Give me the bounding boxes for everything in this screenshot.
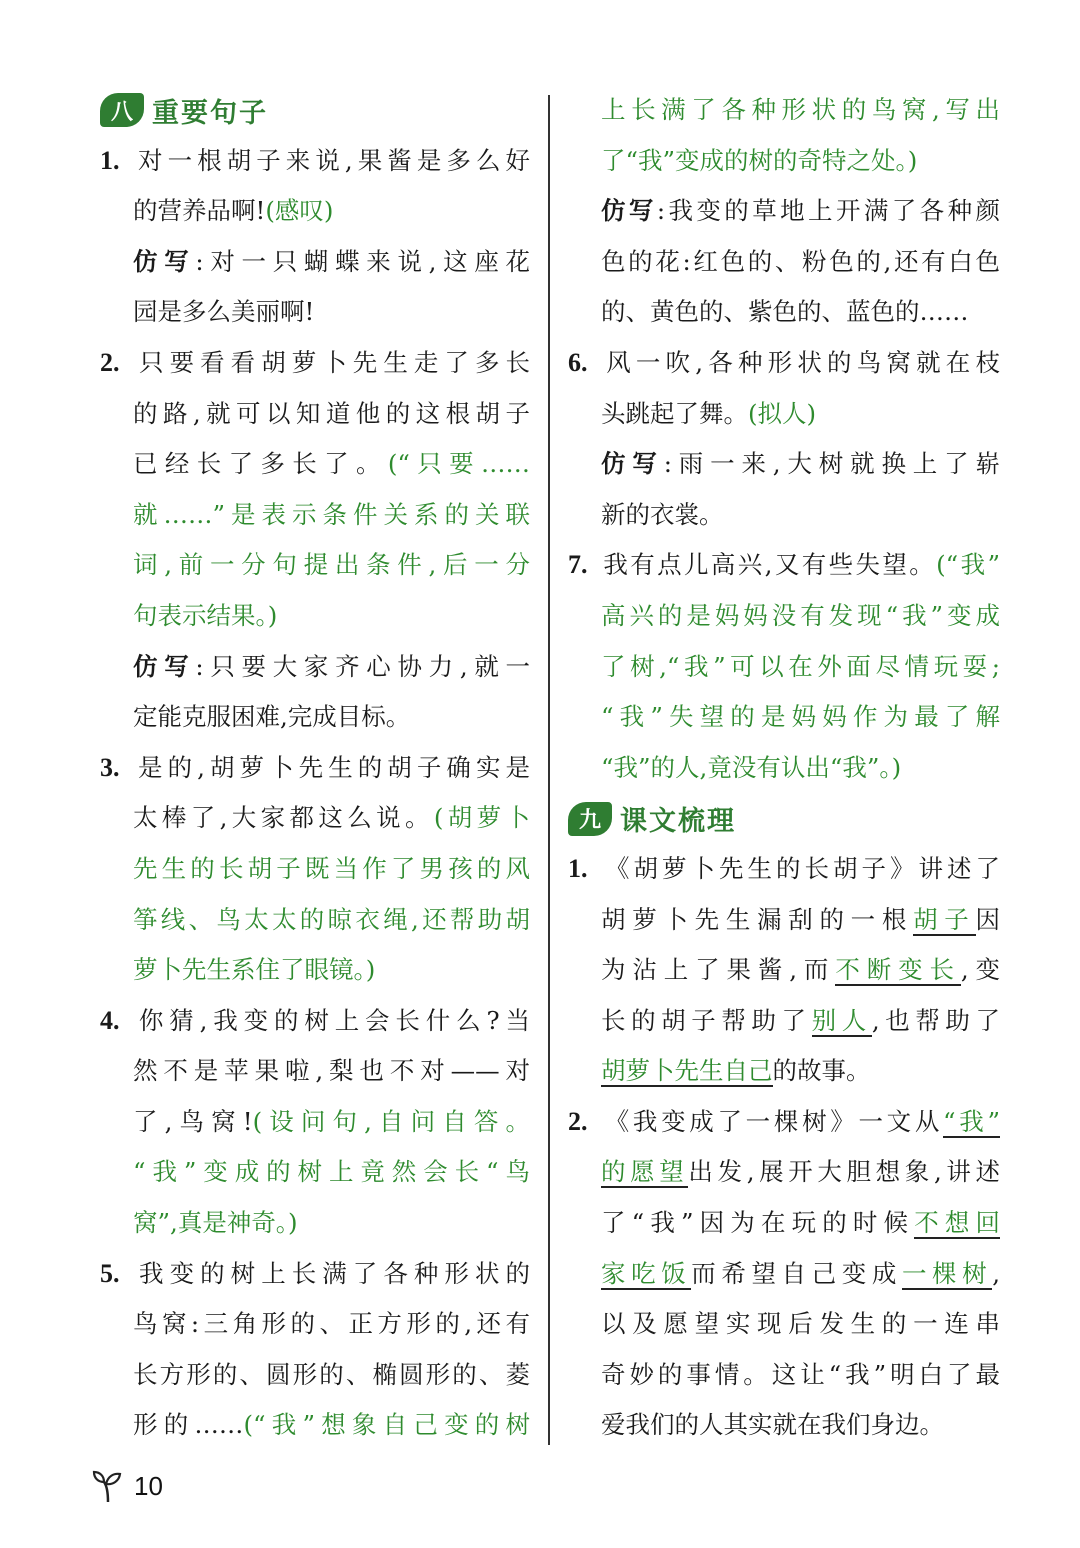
answer-blank: 家吃饭 xyxy=(601,1258,692,1288)
text-line xyxy=(568,439,1000,490)
body-text: 出发,展开大胆想象,讲述 xyxy=(688,1157,1001,1187)
text-line xyxy=(100,743,530,794)
text-line xyxy=(568,692,1000,743)
annotation-text: 筝线、鸟太太的晾衣绳,还帮助胡 xyxy=(133,904,530,934)
body-text: 以及愿望实现后发生的一连串 xyxy=(601,1309,1000,1339)
label-text: 仿写 xyxy=(601,196,657,226)
annotation-text: “我”的人,竟没有认出“我”。) xyxy=(601,752,902,782)
body-text: 我有点儿高兴,又有些失望。 xyxy=(601,550,937,580)
body-text: 因 xyxy=(975,904,1001,934)
annotation-text: “我”失望的是妈妈作为最了解 xyxy=(601,702,1000,732)
annotation-text: 窝”,真是神奇。) xyxy=(133,1208,298,1238)
text-summary-list xyxy=(568,844,1000,1451)
text-line xyxy=(568,287,1000,338)
text-line xyxy=(100,540,530,591)
text-line xyxy=(568,1400,1000,1451)
text-line xyxy=(568,389,1000,440)
text-line xyxy=(568,85,1000,136)
body-text: 园是多么美丽啊! xyxy=(133,297,315,327)
text-line xyxy=(568,186,1000,237)
text-line xyxy=(100,692,530,743)
body-text: 而希望自己变成 xyxy=(691,1258,902,1288)
answer-blank: 胡萝卜先生自己 xyxy=(601,1056,773,1086)
text-line xyxy=(100,186,530,237)
text-line xyxy=(568,1299,1000,1350)
body-text: 我变的树上长满了各种形状的 xyxy=(133,1258,530,1288)
body-text: 你猜,我变的树上会长什么?当 xyxy=(133,1005,530,1035)
item-number: 2. xyxy=(568,1106,588,1136)
text-line xyxy=(568,1350,1000,1401)
text-line xyxy=(100,1046,530,1097)
section-heading-9 xyxy=(568,793,1000,844)
body-text: 是的,胡萝卜先生的胡子确实是 xyxy=(133,752,530,782)
body-text: :雨一来,大树就换上了崭 xyxy=(663,449,1000,479)
key-sentences-list xyxy=(100,136,530,1451)
body-text: 的故事。 xyxy=(772,1056,871,1086)
section-number-badge: 九 xyxy=(568,802,612,836)
text-line xyxy=(100,591,530,642)
answer-blank: 一棵树 xyxy=(901,1258,993,1288)
body-text: 《胡萝卜先生的长胡子》讲述了 xyxy=(601,853,1000,883)
body-text: 的路,就可以知道他的这根胡子 xyxy=(133,398,530,428)
body-text: :对一只蝴蝶来说,这座花 xyxy=(195,246,531,276)
annotation-text: 就……”是表示条件关系的关联 xyxy=(133,499,530,529)
section-title: 重要句子 xyxy=(152,97,268,129)
text-line xyxy=(100,136,530,187)
item-number: 3. xyxy=(100,752,120,782)
text-line xyxy=(100,1198,530,1249)
annotation-text: (感叹) xyxy=(265,196,334,226)
text-line xyxy=(568,642,1000,693)
body-text: 头跳起了舞。 xyxy=(601,398,748,428)
body-text: 长方形的、圆形的、椭圆形的、菱 xyxy=(133,1359,530,1389)
annotation-text: 了“我”变成的树的奇特之处。) xyxy=(601,145,918,175)
text-line xyxy=(100,490,530,541)
answer-blank: 的愿望 xyxy=(601,1157,689,1187)
section-heading-8 xyxy=(100,85,530,136)
body-text: 然不是苹果啦,梨也不对——对 xyxy=(133,1056,530,1086)
body-text: 的营养品啊! xyxy=(133,196,266,226)
answer-blank: 别人 xyxy=(811,1005,872,1035)
body-text: 只要看看胡萝卜先生走了多长 xyxy=(133,347,530,377)
label-text: 仿写 xyxy=(133,651,196,681)
answer-blank: “我” xyxy=(943,1106,1000,1136)
column-divider xyxy=(548,95,550,1445)
text-line xyxy=(568,237,1000,288)
annotation-text: (“我”想象自己变的树 xyxy=(243,1410,531,1440)
body-text: 风一吹,各种形状的鸟窝就在枝 xyxy=(601,347,1000,377)
annotation-text: (拟人) xyxy=(748,398,817,428)
text-line xyxy=(100,1147,530,1198)
text-line xyxy=(568,490,1000,541)
body-text: 已经长了多长了。 xyxy=(133,449,388,479)
item-number: 6. xyxy=(568,347,588,377)
page-number: 10 xyxy=(134,1470,163,1501)
body-text: 的、黄色的、紫色的、蓝色的…… xyxy=(601,297,969,327)
annotation-text: (“只要…… xyxy=(387,449,530,479)
text-line xyxy=(568,743,1000,794)
item-number: 2. xyxy=(100,347,120,377)
text-line xyxy=(568,895,1000,946)
body-text: 定能克服困难,完成目标。 xyxy=(133,702,411,732)
label-text: 仿写 xyxy=(601,449,664,479)
text-line xyxy=(100,895,530,946)
answer-blank: 不断变长 xyxy=(835,955,961,985)
annotation-text: 句表示结果。) xyxy=(133,600,278,630)
left-column xyxy=(100,85,530,1451)
annotation-text: 高兴的是妈妈没有发现“我”变成 xyxy=(601,600,1000,630)
body-text: 胡萝卜先生漏刮的一根 xyxy=(601,904,914,934)
body-text: 太棒了,大家都这么说。 xyxy=(133,803,434,833)
right-column xyxy=(568,85,1000,1451)
item-number: 1. xyxy=(568,853,588,883)
annotation-text: (胡萝卜 xyxy=(433,803,530,833)
key-sentences-continued xyxy=(568,85,1000,793)
body-text: 色的花:红色的、粉色的,还有白色 xyxy=(601,246,1000,276)
text-line xyxy=(100,1249,530,1300)
item-number: 5. xyxy=(100,1258,120,1288)
text-line xyxy=(568,1198,1000,1249)
body-text: , xyxy=(992,1258,1001,1288)
text-line xyxy=(100,1400,530,1451)
body-text: :只要大家齐心协力,就一 xyxy=(195,651,531,681)
answer-blank: 胡子 xyxy=(913,904,976,934)
body-text: 奇妙的事情。这让“我”明白了最 xyxy=(601,1359,1000,1389)
text-line xyxy=(568,1249,1000,1300)
text-line xyxy=(100,996,530,1047)
page-footer xyxy=(92,1468,163,1504)
annotation-text: 萝卜先生系住了眼镜。) xyxy=(133,955,376,985)
text-line xyxy=(568,945,1000,996)
text-line xyxy=(568,1147,1000,1198)
text-line xyxy=(568,540,1000,591)
text-line xyxy=(100,1350,530,1401)
body-text: ,变 xyxy=(960,955,1000,985)
body-text: 了,鸟窝! xyxy=(133,1106,253,1136)
item-number: 4. xyxy=(100,1005,120,1035)
body-text: 了“我”因为在玩的时候 xyxy=(601,1208,915,1238)
sprout-icon xyxy=(92,1468,130,1504)
text-line xyxy=(568,1046,1000,1097)
body-text: 爱我们的人其实就在我们身边。 xyxy=(601,1410,944,1440)
text-line xyxy=(100,642,530,693)
body-text: 鸟窝:三角形的、正方形的,还有 xyxy=(133,1309,530,1339)
body-text: 为沾上了果酱,而 xyxy=(601,955,836,985)
text-line xyxy=(100,287,530,338)
text-line xyxy=(568,591,1000,642)
annotation-text: 词,前一分句提出条件,后一分 xyxy=(133,550,530,580)
body-text: :我变的草地上开满了各种颜 xyxy=(656,196,1000,226)
text-line xyxy=(568,136,1000,187)
body-text: 对一根胡子来说,果酱是多么好 xyxy=(133,145,530,175)
text-line xyxy=(100,945,530,996)
body-text: 长的胡子帮助了 xyxy=(601,1005,812,1035)
body-text: 《我变成了一棵树》一文从 xyxy=(601,1106,944,1136)
annotation-text: 上长满了各种形状的鸟窝,写出 xyxy=(601,95,1000,124)
annotation-text: (设问句,自问自答。 xyxy=(252,1106,530,1136)
body-text: 新的衣裳。 xyxy=(601,499,724,529)
text-line xyxy=(100,237,530,288)
section-number-badge: 八 xyxy=(100,93,144,127)
text-line xyxy=(100,389,530,440)
annotation-text: “我”变成的树上竟然会长“鸟 xyxy=(133,1157,530,1187)
text-line xyxy=(100,439,530,490)
text-line xyxy=(568,844,1000,895)
text-line xyxy=(568,996,1000,1047)
text-line xyxy=(100,844,530,895)
text-line xyxy=(100,1299,530,1350)
text-line xyxy=(568,338,1000,389)
answer-blank: 不想回 xyxy=(914,1208,1001,1238)
text-line xyxy=(100,338,530,389)
text-line xyxy=(568,1097,1000,1148)
text-line xyxy=(100,1097,530,1148)
annotation-text: 先生的长胡子既当作了男孩的风 xyxy=(133,853,530,883)
annotation-text: (“我” xyxy=(936,550,1000,580)
item-number: 7. xyxy=(568,550,588,580)
text-line xyxy=(100,793,530,844)
section-title: 课文梳理 xyxy=(620,806,736,838)
label-text: 仿写 xyxy=(133,246,196,276)
body-text: 形的…… xyxy=(133,1410,244,1440)
body-text: ,也帮助了 xyxy=(871,1005,1001,1035)
annotation-text: 了树,“我”可以在外面尽情玩耍; xyxy=(601,651,1000,681)
item-number: 1. xyxy=(100,145,120,175)
